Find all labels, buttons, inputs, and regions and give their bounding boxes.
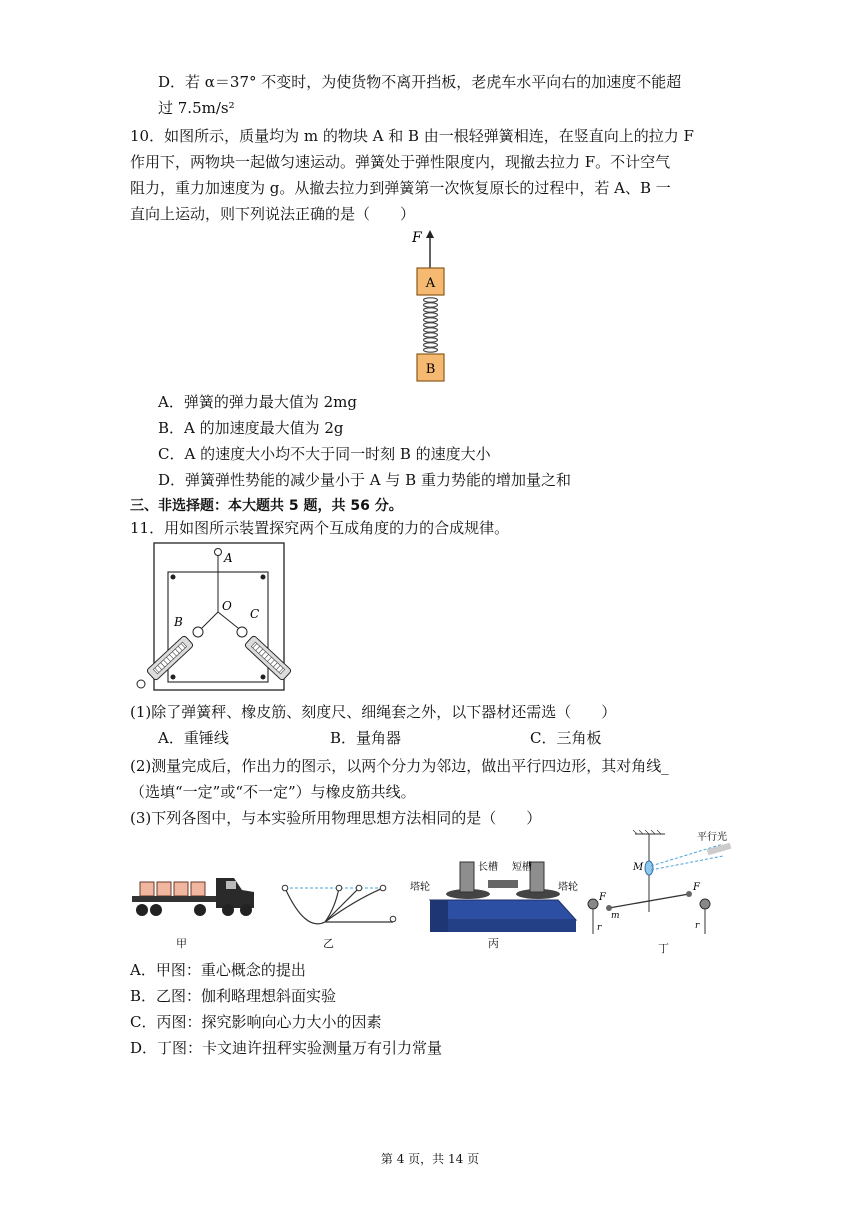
caption-yi: 乙 (323, 937, 334, 950)
label-tower-left: 塔轮 (410, 882, 430, 893)
q11-part3: (3)下列各图中，与本实验所用物理思想方法相同的是（ ） (130, 809, 542, 827)
q11-option-a: A．甲图：重心概念的提出 (130, 961, 306, 979)
caption-ding: 丁 (658, 942, 669, 955)
label-b: B (174, 615, 183, 629)
figure-ding-torsion-balance (585, 830, 735, 942)
q10-stem-line1: 10．如图所示，质量均为 m 的物块 A 和 B 由一根轻弹簧相连，在竖直向上的拉力 F (130, 127, 694, 145)
label-tower-right: 塔轮 (558, 882, 578, 893)
q10-option-c: C．A 的速度大小均不大于同一时刻 B 的速度大小 (158, 445, 491, 463)
pin-1 (171, 575, 176, 580)
spring-scale-b (146, 635, 194, 681)
label-force-right: F (693, 882, 700, 893)
label-small-mass: m (611, 911, 620, 921)
q11-option-c: C．丙图：探究影响向心力大小的因素 (130, 1013, 382, 1031)
caption-bing: 丙 (488, 937, 499, 950)
q10-stem-line2: 作用下，两物块一起做匀速运动。弹簧处于弹性限度内，现撤去拉力 F。不计空气 (130, 153, 671, 171)
page-footer: 第 4 页，共 14 页 (380, 1152, 480, 1166)
string-c (218, 612, 238, 628)
q11-part1-option-b: B．量角器 (330, 729, 402, 747)
q11-part1-option-c: C．三角板 (530, 729, 602, 747)
q9-option-d-line1: D．若 α＝37° 不变时，为使货物不离开挡板，老虎车水平向右的加速度不能超 (158, 73, 682, 91)
q11-part1: (1)除了弹簧秤、橡皮筋、刻度尺、细绳套之外，以下器材还需选（ ） (130, 703, 617, 721)
q10-option-d: D．弹簧弹性势能的减少量小于 A 与 B 重力势能的增加量之和 (158, 471, 571, 489)
q10-stem-line4: 直向上运动，则下列说法正确的是（ ） (130, 205, 416, 223)
q11-apparatus-figure (132, 540, 292, 692)
q11-option-b: B．乙图：伽利略理想斜面实验 (130, 987, 337, 1005)
force-arrow-head (426, 230, 434, 238)
q11-option-d: D．丁图：卡文迪许扭秤实验测量万有引力常量 (130, 1039, 443, 1057)
caption-jia: 甲 (176, 937, 187, 950)
scale-b-ring (137, 680, 145, 688)
hook-b (193, 627, 203, 637)
q10-option-a: A．弹簧的弹力最大值为 2mg (158, 393, 357, 411)
block-a-label: A (425, 276, 436, 291)
q11-part1-option-a: A．重锤线 (158, 729, 229, 747)
label-long-groove: 长槽 (478, 862, 498, 873)
q10-spring-figure (400, 228, 470, 388)
label-parallel-light: 平行光 (697, 832, 727, 843)
q11-part2-line2: （选填“一定”或“不一定”）与橡皮筋共线。 (130, 783, 416, 801)
pin-4 (261, 675, 266, 680)
section-3-heading: 三、非选择题：本大题共 5 题，共 56 分。 (130, 498, 403, 514)
block-b-label: B (425, 362, 436, 377)
q11-part2-line1: (2)测量完成后，作出力的图示，以两个分力为邻边，做出平行四边形，其对角线_ (130, 757, 669, 775)
force-label: F (412, 230, 422, 246)
label-a: A (224, 551, 233, 565)
figure-bing-apparatus (408, 848, 586, 940)
label-c: C (250, 607, 260, 621)
string-b (202, 612, 218, 628)
label-mirror: M (633, 862, 644, 873)
label-distance-right: r (695, 921, 700, 931)
q10-stem-line3: 阻力，重力加速度为 g。从撤去拉力到弹簧第一次恢复原长的过程中，若 A、B 一 (130, 179, 671, 197)
q10-option-b: B．A 的加速度最大值为 2g (158, 419, 344, 437)
spring (424, 298, 438, 352)
figure-yi-ramps (275, 872, 400, 932)
q11-stem: 11．用如图所示装置探究两个互成角度的力的合成规律。 (130, 519, 510, 537)
label-distance-left: r (597, 923, 602, 933)
pin-2 (261, 575, 266, 580)
figure-jia-truck (130, 860, 262, 930)
label-force-left: F (599, 892, 606, 903)
label-o: O (222, 599, 232, 613)
point-a-ring (215, 549, 222, 556)
label-short-groove: 短槽 (512, 862, 532, 873)
q9-option-d-line2: 过 7.5m/s² (158, 99, 235, 117)
pin-3 (171, 675, 176, 680)
hook-c (237, 627, 247, 637)
